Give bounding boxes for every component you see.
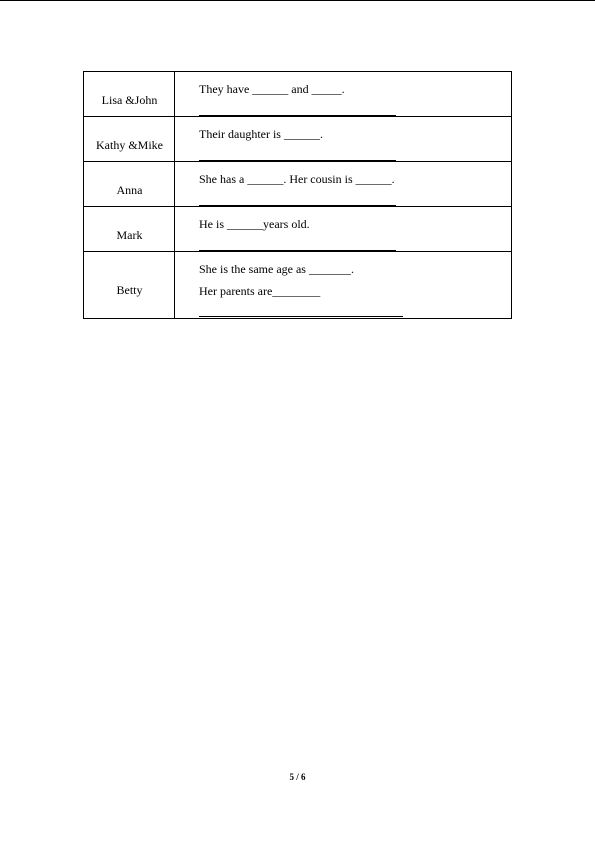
table-row xyxy=(84,252,512,319)
name-cell xyxy=(84,252,175,319)
page-number: 5 / 6 xyxy=(289,772,306,782)
table-row xyxy=(84,117,512,162)
answer-blank-line[interactable] xyxy=(199,316,403,317)
person-name: Betty xyxy=(116,283,143,297)
name-cell xyxy=(84,207,175,252)
person-name: Lisa &John xyxy=(101,93,158,107)
person-name: Anna xyxy=(116,183,143,197)
fill-in-sentence: She has a ______. Her cousin is ______. xyxy=(199,172,395,186)
sentence-cell xyxy=(175,117,512,162)
page-top-rule xyxy=(0,0,595,1)
table-row xyxy=(84,162,512,207)
table-row xyxy=(84,207,512,252)
fill-in-sentence: He is ______years old. xyxy=(199,217,310,231)
sentence-cell xyxy=(175,252,512,319)
sentence-cell xyxy=(175,162,512,207)
person-name: Kathy &Mike xyxy=(96,138,163,152)
sentence-cell xyxy=(175,72,512,117)
fill-in-sentence: Their daughter is ______. xyxy=(199,127,323,141)
fill-in-sentence: Her parents are________ xyxy=(199,284,321,298)
family-worksheet-table xyxy=(83,71,512,319)
fill-in-sentence: They have ______ and _____. xyxy=(199,82,345,96)
fill-in-sentence: She is the same age as _______. xyxy=(199,262,354,276)
person-name: Mark xyxy=(116,228,143,242)
sentence-cell xyxy=(175,207,512,252)
name-cell xyxy=(84,162,175,207)
table-row xyxy=(84,72,512,117)
name-cell xyxy=(84,72,175,117)
name-cell xyxy=(84,117,175,162)
